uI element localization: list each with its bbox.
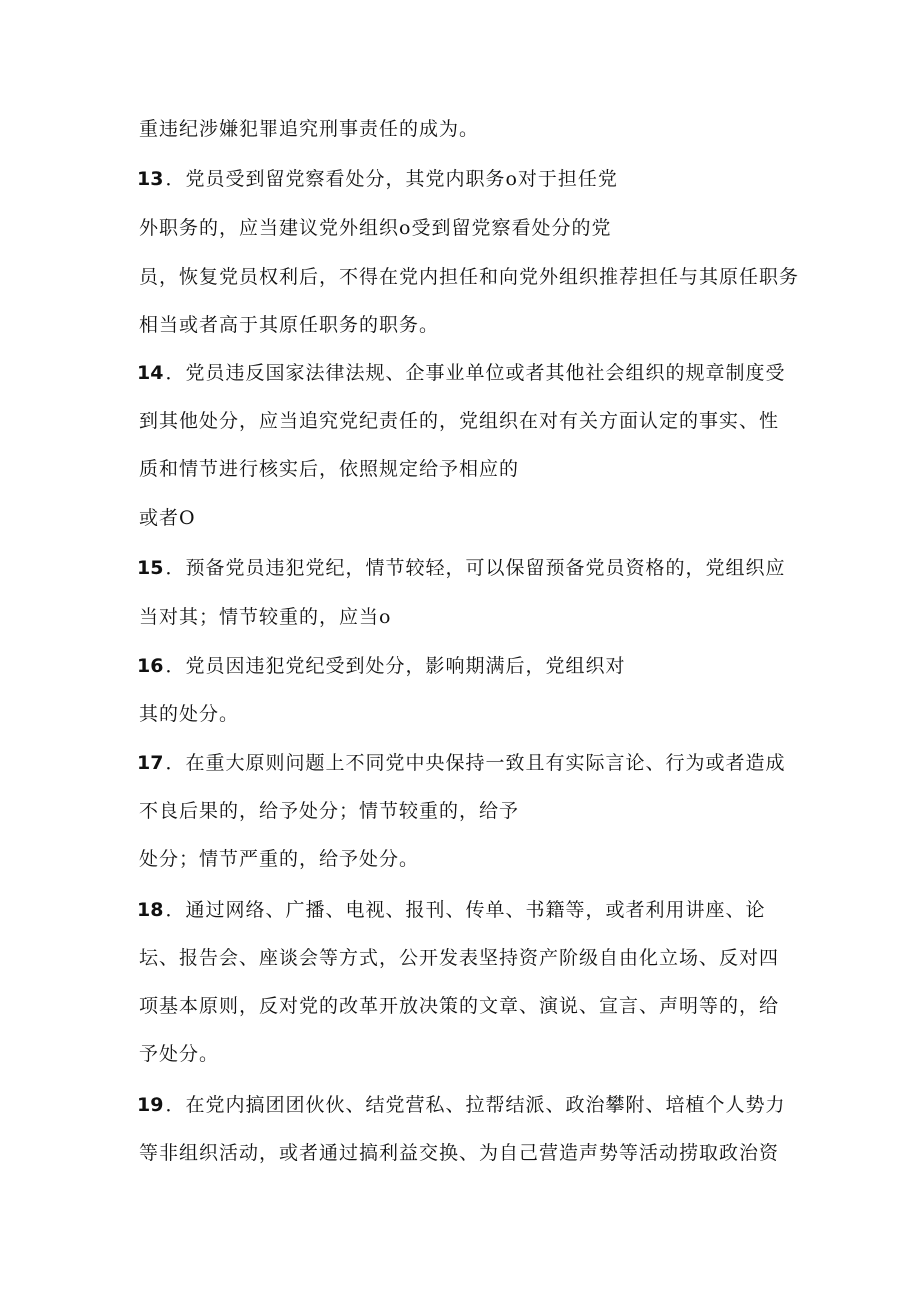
text-line — [137, 505, 196, 531]
line-text: 坛、报告会、座谈会等方式，公开发表坚持资产阶级自由化立场、反对四 — [139, 947, 780, 969]
line-text: 予处分。 — [139, 1043, 220, 1065]
item-number: 15 — [137, 557, 164, 579]
text-line — [137, 312, 439, 338]
item-number: 19 — [137, 1094, 164, 1116]
line-text: 质和情节进行核实后，依照规定给予相应的 — [139, 458, 520, 480]
line-text: ．党员违反国家法律法规、企事业单位或者其他社会组织的规章制度受 — [165, 362, 786, 384]
text-line — [137, 653, 625, 679]
item-number: 16 — [137, 655, 164, 677]
text-line — [137, 701, 239, 727]
line-text: ．党员受到留党察看处分，其党内职务o对于担任党 — [165, 168, 618, 190]
text-line — [137, 456, 519, 482]
text-line — [137, 264, 799, 290]
line-text: 或者O — [139, 507, 196, 529]
item-number: 18 — [137, 899, 164, 921]
line-text: 其的处分。 — [139, 703, 240, 725]
text-line — [137, 897, 765, 923]
text-line — [137, 360, 785, 386]
text-line — [137, 750, 785, 776]
text-line — [137, 604, 391, 630]
line-text: 外职务的，应当建议党外组织o受到留党察看处分的党 — [139, 217, 612, 239]
line-text: 员，恢复党员权利后，不得在党内担任和向党外组织推荐担任与其原任职务 — [139, 266, 800, 288]
text-line — [137, 166, 618, 192]
line-text: 项基本原则，反对党的改革开放决策的文章、演说、宣言、声明等的，给 — [139, 995, 780, 1017]
line-text: ．在党内搞团团伙伙、结党营私、拉帮结派、政治攀附、培植个人势力 — [165, 1094, 786, 1116]
line-text: 处分；情节严重的，给予处分。 — [139, 848, 420, 870]
text-line — [137, 215, 611, 241]
line-text: 当对其；情节较重的，应当o — [139, 606, 392, 628]
line-text: 等非组织活动，或者通过搞利益交换、为自己营造声势等活动捞取政治资 — [139, 1142, 780, 1164]
line-text: 到其他处分，应当追究党纪责任的，党组织在对有关方面认定的事实、性 — [139, 410, 780, 432]
line-text: 重违纪涉嫌犯罪追究刑事责任的成为。 — [139, 118, 480, 140]
line-text: 不良后果的，给予处分；情节较重的，给予 — [139, 800, 520, 822]
text-line — [137, 408, 779, 434]
text-line — [137, 1041, 219, 1067]
line-text: ．预备党员违犯党纪，情节较轻，可以保留预备党员资格的，党组织应 — [165, 557, 786, 579]
line-text: ．在重大原则问题上不同党中央保持一致且有实际言论、行为或者造成 — [165, 752, 786, 774]
text-line — [137, 798, 519, 824]
line-text: ．通过网络、广播、电视、报刊、传单、书籍等，或者利用讲座、论 — [165, 899, 766, 921]
text-line — [137, 555, 785, 581]
item-number: 13 — [137, 168, 164, 190]
text-line — [137, 116, 479, 142]
line-text: ．党员因违犯党纪受到处分，影响期满后，党组织对 — [165, 655, 626, 677]
text-line — [137, 993, 779, 1019]
text-line — [137, 945, 779, 971]
line-text: 相当或者高于其原任职务的职务。 — [139, 314, 440, 336]
text-line — [137, 846, 419, 872]
item-number: 14 — [137, 362, 164, 384]
item-number: 17 — [137, 752, 164, 774]
text-line — [137, 1092, 785, 1118]
text-line — [137, 1140, 779, 1166]
